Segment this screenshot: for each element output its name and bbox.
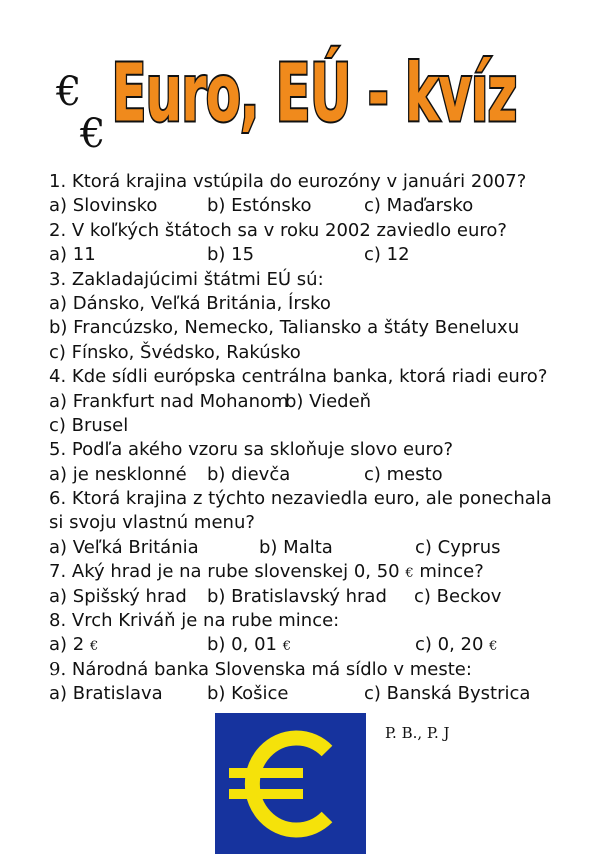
- option: a) Dánsko, Veľká Británia, Írsko: [49, 292, 331, 314]
- euro-sign: €: [405, 566, 414, 582]
- euro-logo-icon: [215, 713, 366, 854]
- option: a) Bratislava: [49, 683, 163, 705]
- question-3: 3. Zakladajúcimi štátmi EÚ sú:: [49, 268, 324, 290]
- question-5: 5. Podľa akého vzoru sa skloňuje slovo euro?: [49, 439, 454, 461]
- option: c) Cyprus: [415, 536, 501, 558]
- option: b) Viedeň: [285, 390, 372, 412]
- options-2: [49, 243, 569, 267]
- option: a) je nesklonné: [49, 463, 187, 485]
- euro-symbol-decoration: €: [56, 69, 82, 115]
- option: a) Frankfurt nad Mohanom: [49, 390, 289, 412]
- question-number: 9.: [49, 658, 67, 680]
- question-1: 1. Ktorá krajina vstúpila do eurozóny v januári 2007?: [49, 171, 527, 192]
- option: c) Maďarsko: [364, 195, 474, 217]
- question-text: Národná banka Slovenska má sídlo v meste:: [66, 658, 472, 680]
- options-9: [49, 682, 569, 706]
- option: c) Banská Bystrica: [364, 683, 531, 705]
- option: b) Bratislavský hrad: [207, 585, 387, 607]
- question-text: mince?: [413, 561, 484, 583]
- option: b) Francúzsko, Nemecko, Taliansko a štáty Beneluxu: [49, 317, 520, 339]
- quiz: [49, 170, 569, 707]
- question-2: 2. V koľkých štátoch sa v roku 2002 zaviedlo euro?: [49, 219, 507, 241]
- page-title: Euro, EÚ - kvíz: [111, 46, 517, 140]
- euro-logo-icon: [215, 713, 366, 854]
- option: b) Košice: [207, 683, 289, 705]
- option: a) 11: [49, 244, 96, 266]
- option: c) Beckov: [414, 585, 502, 607]
- option: c) mesto: [364, 463, 443, 485]
- options-4: [49, 390, 569, 414]
- question-6: 6. Ktorá krajina z týchto nezaviedla euro, ale ponechala: [49, 488, 552, 510]
- option: b) Estónsko: [207, 195, 312, 217]
- options-5: [49, 463, 569, 487]
- options-1: [49, 194, 569, 218]
- option-text: c) 0, 20: [415, 634, 490, 656]
- option: c) Brusel: [49, 414, 129, 436]
- option-text: b) 0, 01: [207, 634, 283, 656]
- question-6-continued: si svoju vlastnú menu?: [49, 512, 255, 534]
- options-6: [49, 536, 569, 560]
- option-text: a) 2: [49, 634, 90, 656]
- option: c) Fínsko, Švédsko, Rakúsko: [49, 341, 301, 363]
- options-8: [49, 633, 569, 657]
- options-7: [49, 585, 569, 609]
- option: [49, 633, 98, 659]
- option: a) Slovinsko: [49, 195, 158, 217]
- question-text: 7. Aký hrad je na rube slovenskej 0, 50: [49, 561, 406, 583]
- option: b) 15: [207, 244, 255, 266]
- euro-sign: €: [89, 639, 99, 655]
- author-initials: P. B., P. J: [385, 724, 450, 742]
- option: a) Spišský hrad: [49, 585, 187, 607]
- option: c) 12: [364, 244, 410, 266]
- option: b) dievča: [207, 463, 291, 485]
- option: [207, 633, 291, 659]
- question-8: 8. Vrch Kriváň je na rube mince:: [49, 610, 340, 632]
- euro-symbol-decoration: €: [80, 111, 106, 157]
- question-4: 4. Kde sídli európska centrálna banka, ktorá riadi euro?: [49, 366, 548, 388]
- question-7: [49, 560, 569, 584]
- option: b) Malta: [259, 536, 333, 558]
- euro-sign: €: [489, 639, 498, 655]
- question-9: [49, 658, 569, 682]
- euro-sign: €: [282, 639, 291, 655]
- option: a) Veľká Británia: [49, 536, 199, 558]
- option: [415, 633, 497, 659]
